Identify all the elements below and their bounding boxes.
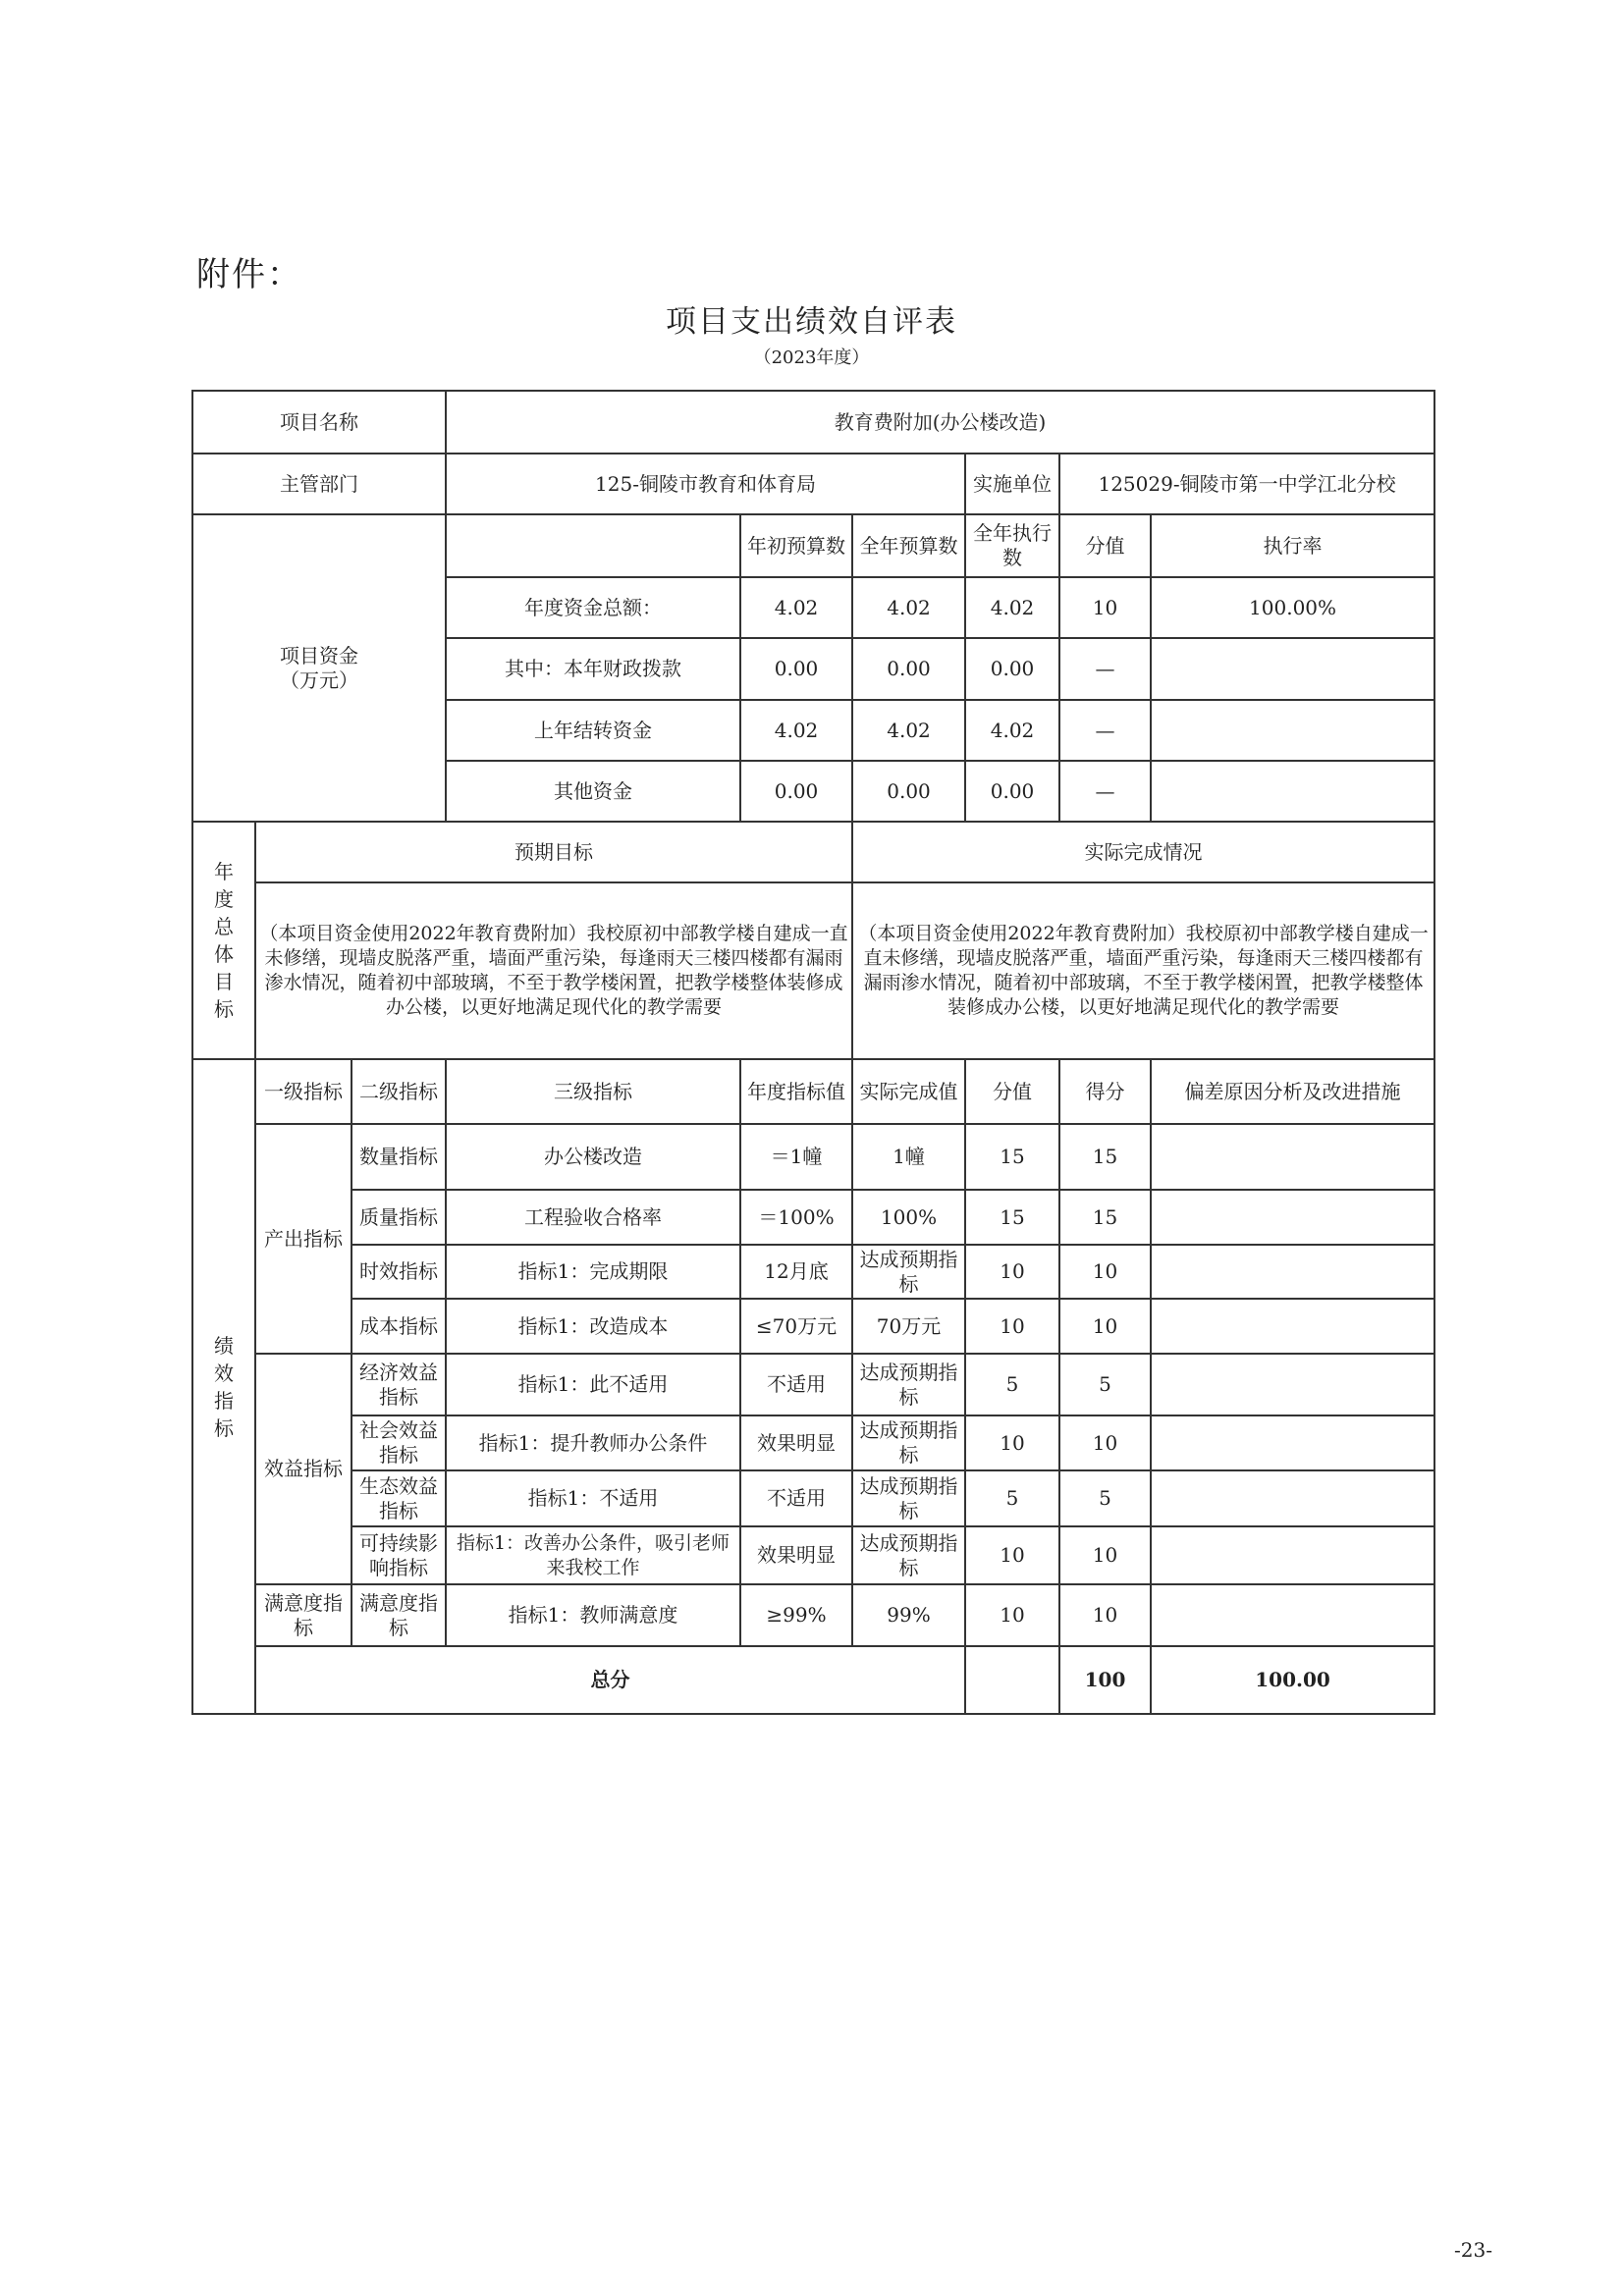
total-row: [192, 1646, 1434, 1714]
total-label: 总分: [255, 1646, 965, 1714]
expected-goal-label: 预期目标: [255, 822, 852, 882]
indicators-section-label: 绩效指标: [192, 1059, 255, 1714]
project-name-row: [192, 391, 1434, 454]
header-execution-rate: 执行率: [1151, 514, 1434, 577]
goals-header-row: [192, 822, 1434, 882]
department: 125-铜陵市教育和体育局: [446, 454, 965, 514]
funds-row: 其他资金 0.00 0.00 0.00 —: [192, 761, 1434, 822]
project-name-label: 项目名称: [192, 391, 446, 454]
header-initial-budget: 年初预算数: [740, 514, 852, 577]
funds-header-blank: [446, 514, 740, 577]
funds-row: 年度资金总额： 4.02 4.02 4.02 10 100.00%: [192, 577, 1434, 638]
header-annual-executed: 全年执行数: [965, 514, 1059, 577]
attachment-label: 附件：: [196, 255, 302, 294]
level1-satisfaction: 满意度指标: [255, 1584, 352, 1646]
indicator-row: 生态效益指标 指标1：不适用 不适用 达成预期指标 5 5: [192, 1470, 1434, 1526]
funds-header-row: [192, 514, 1434, 577]
total-score: 100.00: [1151, 1646, 1434, 1714]
header-score-value: 分值: [1059, 514, 1151, 577]
indicator-row: 成本指标 指标1：改造成本 ≤70万元 70万元 10 10: [192, 1299, 1434, 1354]
indicator-row: 满意度指标 满意度指标 指标1：教师满意度 ≥99% 99% 10 10: [192, 1584, 1434, 1646]
goals-content-row: [192, 882, 1434, 1059]
funds-section-label: 项目资金 （万元）: [192, 514, 446, 822]
header-annual-budget: 全年预算数: [852, 514, 965, 577]
actual-completion: （本项目资金使用2022年教育费附加）我校原初中部教学楼自建成一直未修缮，现墙皮脱落严重，墙面严重污染，每逢雨天三楼四楼都有漏雨渗水情况，随着初中部玻璃，不至于教学楼闲置，把教学楼整体装修成办公楼，以更好地满足现代化的教学需要: [852, 882, 1434, 1059]
total-score-value: 100: [1059, 1646, 1151, 1714]
indicator-row: 时效指标 指标1：完成期限 12月底 达成预期指标 10 10: [192, 1245, 1434, 1299]
department-row: [192, 454, 1434, 514]
unit-label: 实施单位: [965, 454, 1059, 514]
indicator-row: 可持续影响指标 指标1：改善办公条件，吸引老师来我校工作 效果明显 达成预期指标 10 10: [192, 1526, 1434, 1584]
level1-output: 产出指标: [255, 1124, 352, 1354]
goals-section-label: 年度总体目标: [192, 822, 255, 1059]
funds-row: 其中：本年财政拨款 0.00 0.00 0.00 —: [192, 638, 1434, 700]
expected-goal: （本项目资金使用2022年教育费附加）我校原初中部教学楼自建成一直未修缮，现墙皮脱落严重，墙面严重污染，每逢雨天三楼四楼都有漏雨渗水情况，随着初中部玻璃，不至于教学楼闲置，把教学楼整体装修成办公楼，以更好地满足现代化的教学需要: [255, 882, 852, 1059]
department-label: 主管部门: [192, 454, 446, 514]
indicator-header-row: 绩效指标 一级指标 二级指标 三级指标 年度指标值 实际完成值 分值 得分 偏差原因分析及改进措施: [192, 1059, 1434, 1124]
actual-completion-label: 实际完成情况: [852, 822, 1434, 882]
project-name: 教育费附加(办公楼改造): [446, 391, 1434, 454]
funds-row: 上年结转资金 4.02 4.02 4.02 —: [192, 700, 1434, 761]
total-blank: [965, 1646, 1059, 1714]
page-number: -23-: [1454, 2238, 1492, 2262]
indicator-row: 产出指标 数量指标 办公楼改造 ＝1幢 1幢 15 15: [192, 1124, 1434, 1190]
page-title: 项目支出绩效自评表: [666, 304, 957, 340]
indicator-row: 质量指标 工程验收合格率 ＝100% 100% 15 15: [192, 1190, 1434, 1245]
evaluation-table: [191, 390, 1435, 1715]
indicator-row: 社会效益指标 指标1：提升教师办公条件 效果明显 达成预期指标 10 10: [192, 1415, 1434, 1470]
indicator-row: 效益指标 经济效益指标 指标1：此不适用 不适用 达成预期指标 5 5: [192, 1354, 1434, 1415]
report-year: （2023年度）: [753, 347, 870, 368]
level1-benefit: 效益指标: [255, 1354, 352, 1584]
implementing-unit: 125029-铜陵市第一中学江北分校: [1059, 454, 1434, 514]
